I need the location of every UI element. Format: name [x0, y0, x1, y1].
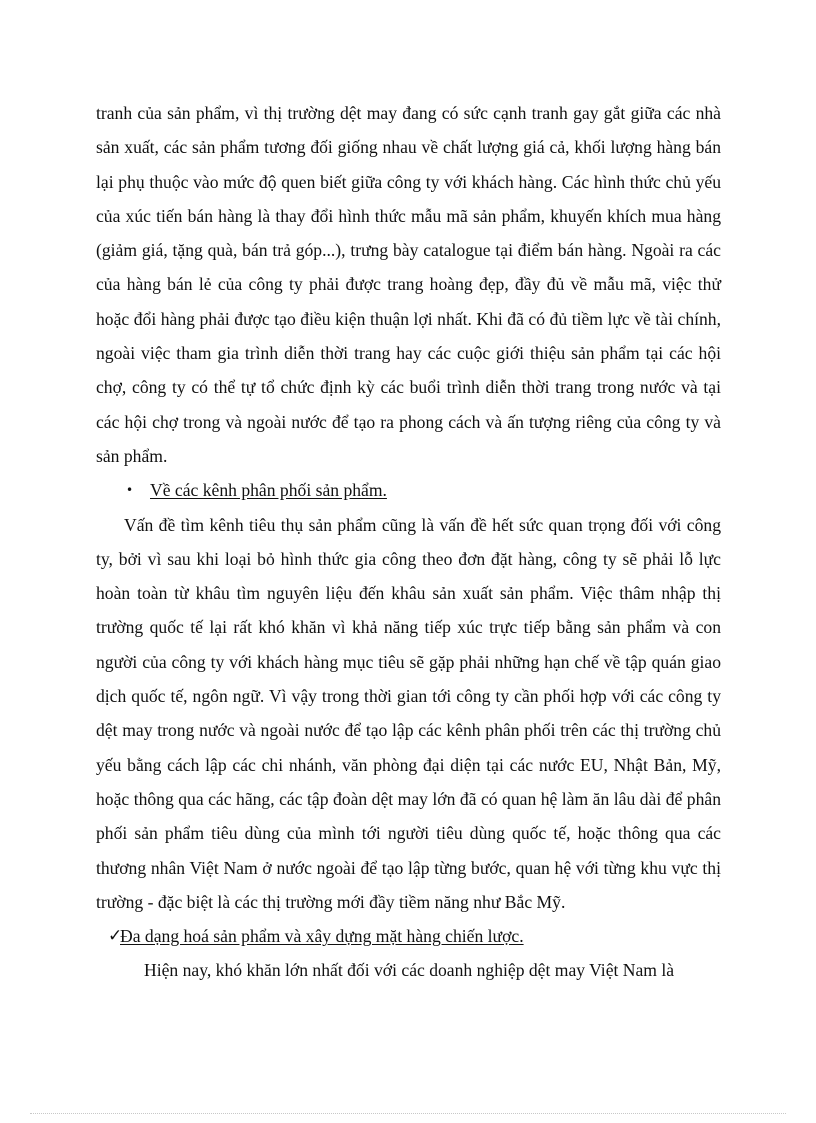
section-heading-diversification: Đa dạng hoá sản phẩm và xây dựng mặt hàng chiến lược.: [120, 926, 524, 947]
checkmark-icon: ✓: [108, 926, 123, 947]
check-heading-diversification: [96, 919, 721, 953]
section-heading-distribution: Về các kênh phân phối sản phẩm.: [150, 480, 387, 501]
paragraph-promotion: tranh của sản phẩm, vì thị trường dệt may đang có sức cạnh tranh gay gắt giữa các nhà sản xuất, các sản phẩm tương đối giống nhau về chất lượng giá cả, khối lượng hàng bán lại phụ thuộc vào mức độ quen biết giữa công ty với khách hàng. Các hình thức chủ yếu của xúc tiến bán hàng là thay đổi hình thức mẫu mã sản phẩm, khuyến khích mua hàng (giảm giá, tặng quà, bán trả góp...), trưng bày catalogue tại điểm bán hàng. Ngoài ra các của hàng bán lẻ của công ty phải được trang hoàng đẹp, đầy đủ về mẫu mã, việc thử hoặc đổi hàng phải được tạo điều kiện thuận lợi nhất. Khi đã có đủ tiềm lực về tài chính, ngoài việc tham gia trình diễn thời trang hay các cuộc giới thiệu sản phẩm tại các hội chợ, công ty có thể tự tổ chức định kỳ các buổi trình diễn thời trang trong nước và tại các hội chợ trong và ngoài nước để tạo ra phong cách và ấn tượng riêng của công ty và sản phẩm.: [96, 103, 721, 466]
paragraph-distribution: Vấn đề tìm kênh tiêu thụ sản phẩm cũng là vấn đề hết sức quan trọng đối với công ty, bởi vì sau khi loại bỏ hình thức gia công theo đơn đặt hàng, công ty sẽ phải lỗ lực hoàn toàn từ khâu tìm nguyên liệu đến khâu sản xuất sản phẩm. Việc thâm nhập thị trường quốc tế lại rất khó khăn vì khả năng tiếp xúc trực tiếp bằng sản phẩm và con người của công ty với khách hàng mục tiêu sẽ gặp phải những hạn chế về tập quán giao dịch quốc tế, ngôn ngữ. Vì vậy trong thời gian tới công ty cần phối hợp với các công ty dệt may trong nước và ngoài nước để tạo lập các kênh phân phối trên các thị trường chủ yếu bằng cách lập các chi nhánh, văn phòng đại diện tại các nước EU, Nhật Bản, Mỹ, hoặc thông qua các hãng, các tập đoàn dệt may lớn đã có quan hệ làm ăn lâu dài để phân phối sản phẩm tiêu dùng của mình tới người tiêu dùng quốc tế, hoặc thông qua các thương nhân Việt Nam ở nước ngoài để tạo lập từng bước, quan hệ với từng khu vực thị trường - đặc biệt là các thị trường mới đầy tiềm năng như Bắc Mỹ.: [96, 514, 721, 912]
paragraph-diversification: Hiện nay, khó khăn lớn nhất đối với các doanh nghiệp dệt may Việt Nam là: [144, 960, 675, 981]
bullet-icon: •: [126, 483, 134, 498]
bullet-heading-distribution-channels: [96, 473, 721, 507]
body-text: [96, 96, 721, 988]
page-bottom-divider: [30, 1113, 786, 1114]
